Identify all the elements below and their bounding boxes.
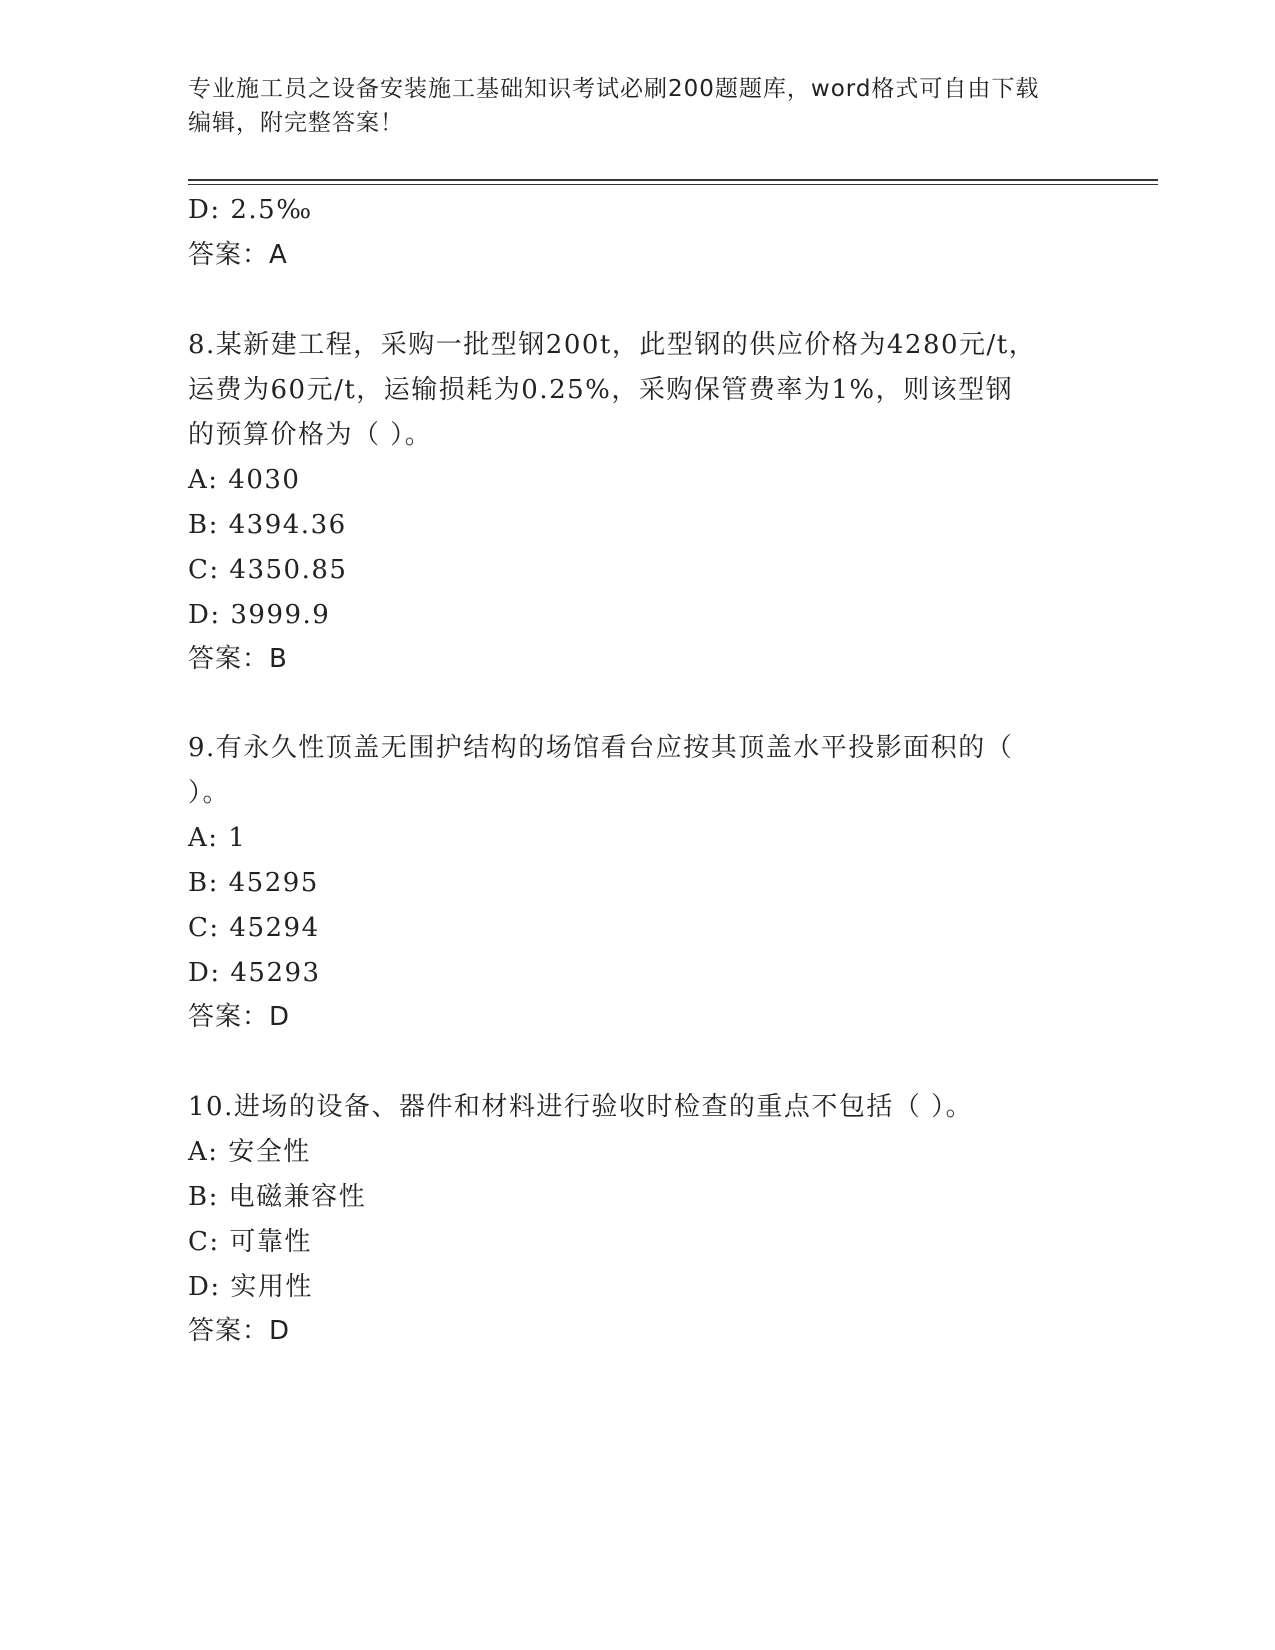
q8-option-b: B: 4394.36	[188, 510, 347, 540]
q8-stem-line-2: 运费为60元/t，运输损耗为0.25%，采购保管费率为1%，则该型钢	[188, 375, 1014, 405]
q9-option-c: C: 45294	[188, 913, 320, 943]
q8-stem-line-3: 的预算价格为（ ）。	[188, 420, 433, 450]
q9-option-b: B: 45295	[188, 868, 319, 898]
q9-option-d: D: 45293	[188, 958, 321, 988]
q10-option-d: D: 实用性	[188, 1272, 313, 1302]
q10-option-b: B: 电磁兼容性	[188, 1182, 367, 1212]
q8-stem-line-1: 8.某新建工程，采购一批型钢200t，此型钢的供应价格为4280元/t，	[188, 330, 1037, 360]
q9-option-a: A: 1	[188, 823, 247, 853]
q8-option-a: A: 4030	[188, 465, 301, 495]
q7-answer: 答案：A	[188, 240, 288, 270]
q10-option-a: A: 安全性	[188, 1137, 311, 1167]
header-line-1: 专业施工员之设备安装施工基础知识考试必刷200题题库，word格式可自由下载	[188, 76, 1040, 102]
q8-option-c: C: 4350.85	[188, 555, 348, 585]
q9-stem-line-1: 9.有永久性顶盖无围护结构的场馆看台应按其顶盖水平投影面积的（	[188, 733, 1014, 763]
q7-option-d: D: 2.5‰	[188, 195, 313, 225]
q10-answer: 答案：D	[188, 1316, 291, 1346]
header-divider-thick	[188, 179, 1158, 181]
header-divider-thin	[188, 184, 1158, 185]
document-header	[188, 72, 1088, 140]
q9-answer: 答案：D	[188, 1002, 291, 1032]
q10-stem-line-1: 10.进场的设备、器件和材料进行验收时检查的重点不包括（ ）。	[188, 1092, 974, 1122]
header-line-2: 编辑，附完整答案！	[188, 110, 404, 136]
q10-option-c: C: 可靠性	[188, 1227, 312, 1257]
q8-answer: 答案：B	[188, 644, 288, 674]
q9-stem-line-2: ）。	[188, 778, 231, 808]
q8-option-d: D: 3999.9	[188, 600, 331, 630]
